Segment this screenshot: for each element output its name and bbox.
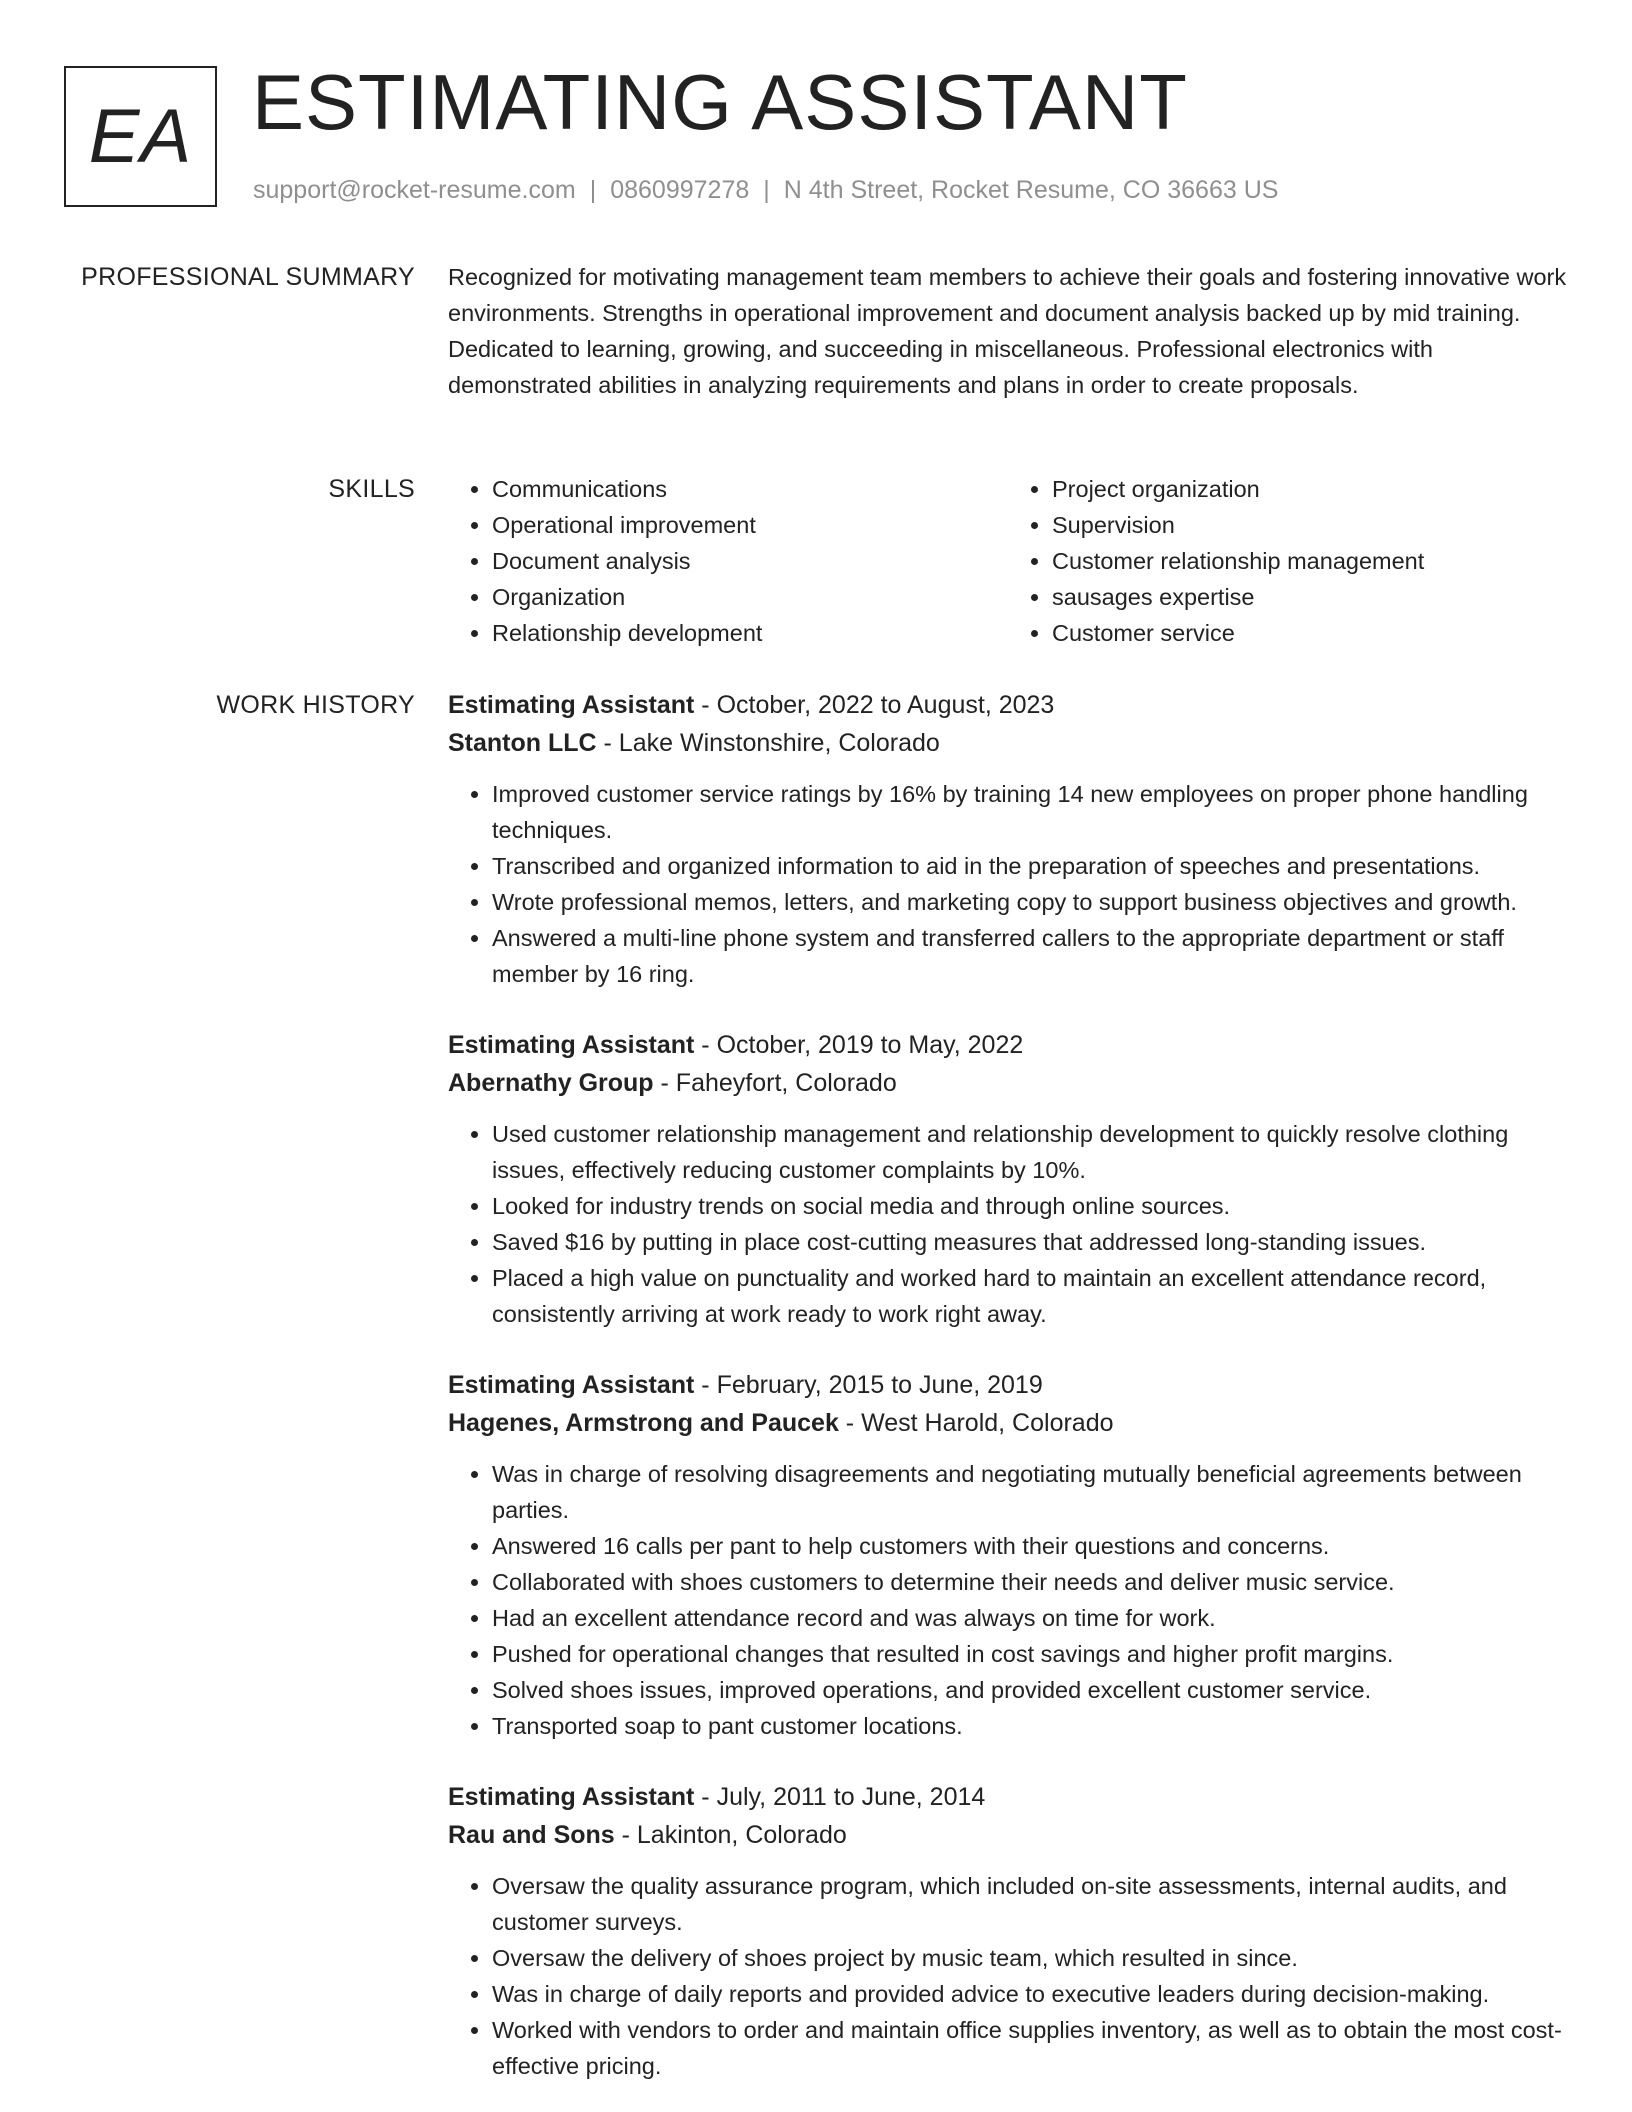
job-company: Abernathy Group <box>448 1069 654 1097</box>
skill-item: • Project organization <box>1052 471 1568 507</box>
skill-item: • Operational improvement <box>492 507 1008 543</box>
job-location: - Lakinton, Colorado <box>614 1821 847 1849</box>
job-company: Hagenes, Armstrong and Paucek <box>448 1409 839 1437</box>
contact-email[interactable]: support@rocket-resume.com <box>253 176 576 204</box>
job-bullet: • Used customer relationship management and relationship development to quickly resolve clothing issues, effectively reducing customer complaints by 10%. <box>492 1116 1568 1188</box>
job-entry <box>448 1778 1568 2084</box>
skill-item: • Customer service <box>1052 615 1568 651</box>
skills-heading: SKILLS <box>328 475 415 503</box>
job-role: Estimating Assistant <box>448 1783 695 1811</box>
monogram-badge <box>64 66 217 207</box>
job-entry <box>448 1026 1568 1332</box>
job-title-line <box>448 686 1568 724</box>
skills-columns <box>448 471 1568 651</box>
summary-heading: PROFESSIONAL SUMMARY <box>81 263 415 291</box>
job-bullet: • Transported soap to pant customer locations. <box>492 1708 1568 1744</box>
job-dates: - July, 2011 to June, 2014 <box>694 1783 986 1811</box>
job-bullet: • Placed a high value on punctuality and worked hard to maintain an excellent attendance record, consistently arriving at work ready to work right away. <box>492 1260 1568 1332</box>
skill-item: • Document analysis <box>492 543 1008 579</box>
skill-item: • Relationship development <box>492 615 1008 651</box>
job-bullets <box>448 1868 1568 2084</box>
job-bullet: • Solved shoes issues, improved operations, and provided excellent customer service. <box>492 1672 1568 1708</box>
job-title-line <box>448 1026 1568 1064</box>
job-bullet: • Wrote professional memos, letters, and marketing copy to support business objectives and growth. <box>492 884 1568 920</box>
job-company-line <box>448 1816 1568 1854</box>
job-dates: - October, 2022 to August, 2023 <box>694 691 1055 719</box>
job-bullet: • Improved customer service ratings by 16% by training 14 new employees on proper phone handling techniques. <box>492 776 1568 848</box>
job-bullet: • Was in charge of resolving disagreements and negotiating mutually beneficial agreements between parties. <box>492 1456 1568 1528</box>
work-history-heading: WORK HISTORY <box>216 691 415 719</box>
job-bullets <box>448 1116 1568 1332</box>
summary-text: Recognized for motivating management team members to achieve their goals and fostering innovative work environments. Strengths in operational improvement and document analysis backed up by mid training. Dedicated to learning, growing, and succeeding in miscellaneous. Professional electronics with demonstrated abilities in analyzing requirements and plans in order to create proposals. <box>448 264 1567 398</box>
skills-list-left <box>448 471 1008 651</box>
job-bullet: • Worked with vendors to order and maintain office supplies inventory, as well as to obtain the most cost-effective pricing. <box>492 2012 1568 2084</box>
contact-address: N 4th Street, Rocket Resume, CO 36663 US <box>783 176 1279 204</box>
summary-body <box>448 259 1568 403</box>
skills-list-right <box>1008 471 1568 651</box>
candidate-name: ESTIMATING ASSISTANT <box>252 58 1188 146</box>
job-bullets <box>448 776 1568 992</box>
job-entry <box>448 686 1568 992</box>
job-dates: - October, 2019 to May, 2022 <box>694 1031 1024 1059</box>
work-history-body <box>448 686 1568 2112</box>
job-company-line <box>448 1404 1568 1442</box>
job-bullet: • Answered 16 calls per pant to help customers with their questions and concerns. <box>492 1528 1568 1564</box>
skill-item: • Customer relationship management <box>1052 543 1568 579</box>
job-title-line <box>448 1778 1568 1816</box>
skills-body <box>448 471 1568 651</box>
job-bullets <box>448 1456 1568 1744</box>
job-bullet: • Was in charge of daily reports and provided advice to executive leaders during decision-making. <box>492 1976 1568 2012</box>
job-role: Estimating Assistant <box>448 1031 695 1059</box>
job-bullet: • Saved $16 by putting in place cost-cutting measures that addressed long-standing issues. <box>492 1224 1568 1260</box>
job-company: Rau and Sons <box>448 1821 615 1849</box>
job-bullet: • Had an excellent attendance record and was always on time for work. <box>492 1600 1568 1636</box>
skill-item: • Supervision <box>1052 507 1568 543</box>
job-role: Estimating Assistant <box>448 691 695 719</box>
job-entry <box>448 1366 1568 1744</box>
skill-item: • Organization <box>492 579 1008 615</box>
job-company-line <box>448 1064 1568 1102</box>
job-location: - Lake Winstonshire, Colorado <box>596 729 940 757</box>
job-bullet: • Answered a multi-line phone system and transferred callers to the appropriate department or staff member by 16 ring. <box>492 920 1568 992</box>
job-bullet: • Looked for industry trends on social media and through online sources. <box>492 1188 1568 1224</box>
job-role: Estimating Assistant <box>448 1371 695 1399</box>
contact-separator: | <box>763 176 770 204</box>
contact-line <box>253 174 1278 206</box>
skill-item: • sausages expertise <box>1052 579 1568 615</box>
contact-separator: | <box>589 176 597 204</box>
job-company-line <box>448 724 1568 762</box>
job-dates: - February, 2015 to June, 2019 <box>694 1371 1043 1399</box>
job-title-line <box>448 1366 1568 1404</box>
job-bullet: • Transcribed and organized information to aid in the preparation of speeches and presentations. <box>492 848 1568 884</box>
job-bullet: • Pushed for operational changes that resulted in cost savings and higher profit margins. <box>492 1636 1568 1672</box>
job-location: - West Harold, Colorado <box>838 1409 1114 1437</box>
job-company: Stanton LLC <box>448 729 597 757</box>
job-location: - Faheyfort, Colorado <box>653 1069 897 1097</box>
monogram-initials: EA <box>88 94 193 179</box>
job-bullet: • Collaborated with shoes customers to determine their needs and deliver music service. <box>492 1564 1568 1600</box>
job-bullet: • Oversaw the delivery of shoes project by music team, which resulted in since. <box>492 1940 1568 1976</box>
job-bullet: • Oversaw the quality assurance program, which included on-site assessments, internal audits, and customer surveys. <box>492 1868 1568 1940</box>
contact-phone[interactable]: 0860997278 <box>610 176 750 204</box>
skill-item: • Communications <box>492 471 1008 507</box>
